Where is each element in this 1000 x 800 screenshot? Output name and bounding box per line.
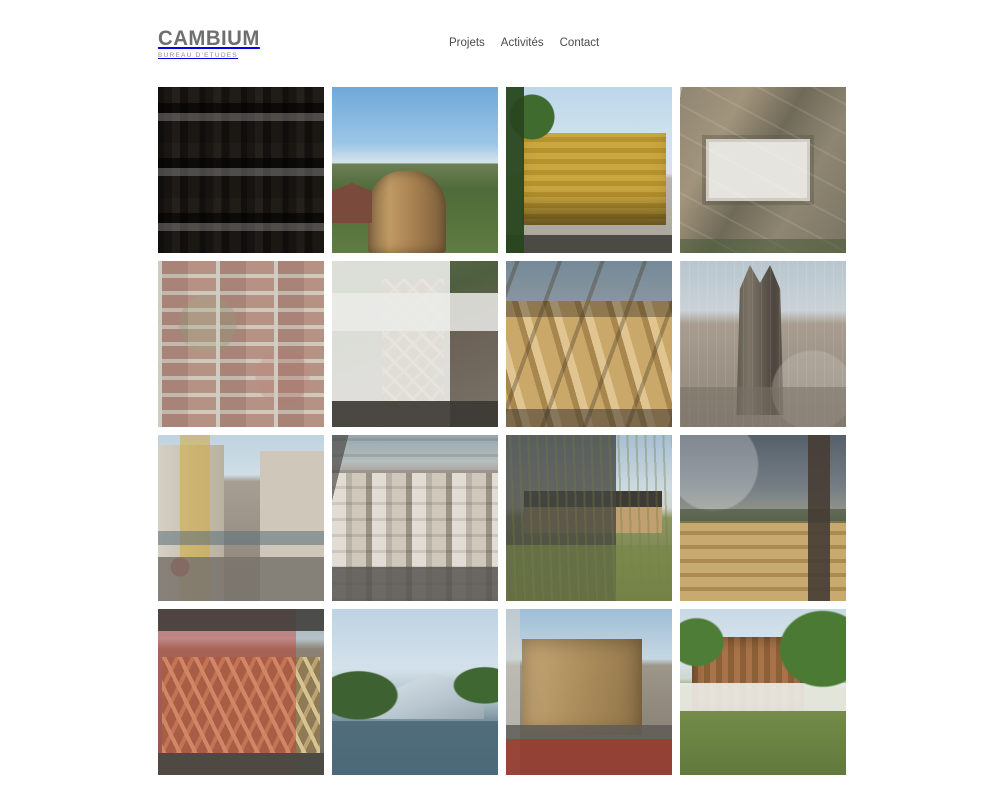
gallery-item[interactable] xyxy=(680,87,846,253)
project-thumbnail-image xyxy=(680,435,846,601)
project-thumbnail-image xyxy=(506,261,672,427)
gallery-item[interactable] xyxy=(506,87,672,253)
project-thumbnail-image xyxy=(158,609,324,775)
project-thumbnail-image xyxy=(506,609,672,775)
gallery-item[interactable] xyxy=(332,435,498,601)
project-thumbnail-image xyxy=(158,261,324,427)
project-thumbnail-image xyxy=(680,261,846,427)
logo-tagline: BUREAU D'ETUDES xyxy=(158,52,238,59)
nav-link-activites[interactable]: Activités xyxy=(500,37,544,49)
nav-link-projets[interactable]: Projets xyxy=(449,37,485,49)
gallery-item[interactable] xyxy=(680,435,846,601)
project-thumbnail-image xyxy=(506,87,672,253)
gallery-item[interactable] xyxy=(158,435,324,601)
project-thumbnail-image xyxy=(332,609,498,775)
gallery-item[interactable] xyxy=(506,261,672,427)
site-logo[interactable] xyxy=(158,28,268,59)
gallery-item[interactable] xyxy=(158,609,324,775)
site-header xyxy=(0,0,1000,86)
project-thumbnail-image xyxy=(158,435,324,601)
gallery-item[interactable] xyxy=(332,87,498,253)
logo-wordmark: CAMBIUM xyxy=(158,27,260,50)
project-thumbnail-image xyxy=(332,261,498,427)
gallery-item[interactable] xyxy=(506,609,672,775)
gallery-item[interactable] xyxy=(506,435,672,601)
gallery-item[interactable] xyxy=(332,609,498,775)
project-thumbnail-image xyxy=(332,435,498,601)
nav-link-contact[interactable]: Contact xyxy=(559,37,600,49)
gallery-item[interactable] xyxy=(158,87,324,253)
gallery-item[interactable] xyxy=(680,609,846,775)
project-thumbnail-image xyxy=(332,87,498,253)
project-thumbnail-image xyxy=(158,87,324,253)
project-gallery-grid xyxy=(158,87,846,775)
main-navigation xyxy=(447,35,601,51)
project-thumbnail-image xyxy=(680,87,846,253)
project-thumbnail-image xyxy=(506,435,672,601)
gallery-item[interactable] xyxy=(680,261,846,427)
gallery-item[interactable] xyxy=(158,261,324,427)
gallery-item[interactable] xyxy=(332,261,498,427)
project-thumbnail-image xyxy=(680,609,846,775)
